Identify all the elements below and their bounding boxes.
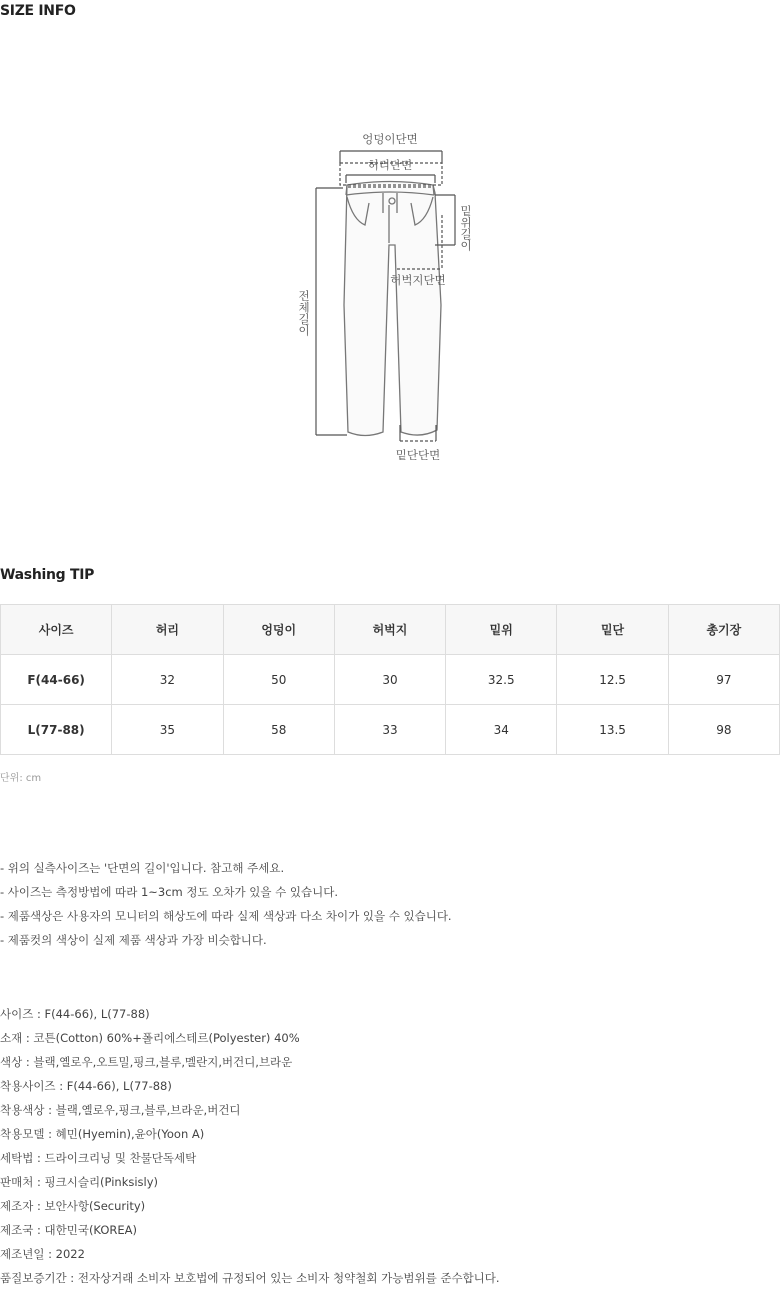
spec-line: 소재 : 코튼(Cotton) 60%+폴리에스테르(Polyester) 40%	[0, 1031, 300, 1045]
table-cell: 58	[223, 705, 334, 755]
header-cell: 총기장	[668, 605, 779, 655]
note-line: - 위의 실측사이즈는 '단면의 길이'입니다. 참고해 주세요.	[0, 861, 285, 875]
product-specs	[0, 1002, 500, 1290]
note-line: - 제품색상은 사용자의 모니터의 해상도에 따라 실제 색상과 다소 차이가 있을 수 있습니다.	[0, 909, 452, 923]
table-cell: 50	[223, 655, 334, 705]
spec-line: 착용모델 : 혜민(Hyemin),윤아(Yoon A)	[0, 1127, 205, 1141]
table-row	[1, 705, 780, 755]
waist-label: 허리단면	[367, 158, 413, 172]
spec-line: 세탁법 : 드라이크리닝 및 찬물단독세탁	[0, 1151, 197, 1165]
header-cell: 엉덩이	[223, 605, 334, 655]
table-cell: 30	[334, 655, 445, 705]
spec-line: 착용색상 : 블랙,옐로우,핑크,블루,브라운,버건디	[0, 1103, 241, 1117]
table-cell: 32	[112, 655, 223, 705]
pants-size-diagram	[285, 125, 485, 470]
size-info-title: SIZE INFO	[0, 3, 76, 19]
table-cell: 32.5	[446, 655, 557, 705]
notes-list	[0, 856, 452, 952]
note-line: - 사이즈는 측정방법에 따라 1~3cm 정도 오차가 있을 수 있습니다.	[0, 885, 339, 899]
thigh-label: 허벅지단면	[390, 273, 446, 287]
hip-label: 엉덩이단면	[362, 132, 418, 146]
hem-label: 밑단단면	[395, 448, 441, 462]
spec-line: 제조국 : 대한민국(KOREA)	[0, 1223, 138, 1237]
washing-tip-title: Washing TIP	[0, 567, 95, 583]
spec-line: 사이즈 : F(44-66), L(77-88)	[0, 1007, 150, 1021]
table-header-row	[1, 605, 780, 655]
table-cell: 33	[334, 705, 445, 755]
header-cell: 밑단	[557, 605, 668, 655]
spec-line: 제조년일 : 2022	[0, 1247, 85, 1261]
table-cell: 34	[446, 705, 557, 755]
header-cell: 허리	[112, 605, 223, 655]
table-cell: 13.5	[557, 705, 668, 755]
pants-outline	[344, 182, 441, 436]
rise-label: 밑위길이	[459, 205, 473, 251]
spec-line: 착용사이즈 : F(44-66), L(77-88)	[0, 1079, 172, 1093]
spec-line: 제조자 : 보안사항(Security)	[0, 1199, 146, 1213]
table-cell: 98	[668, 705, 779, 755]
note-line: - 제품컷의 색상이 실제 제품 색상과 가장 비슷합니다.	[0, 933, 267, 947]
table-cell: 97	[668, 655, 779, 705]
size-cell: F(44-66)	[1, 655, 112, 705]
size-table	[0, 604, 780, 755]
header-cell: 사이즈	[1, 605, 112, 655]
table-row	[1, 655, 780, 705]
spec-line: 색상 : 블랙,옐로우,오트밀,핑크,블루,멜란지,버건디,브라운	[0, 1055, 293, 1069]
header-cell: 허벅지	[334, 605, 445, 655]
size-cell: L(77-88)	[1, 705, 112, 755]
header-cell: 밑위	[446, 605, 557, 655]
table-cell: 35	[112, 705, 223, 755]
table-cell: 12.5	[557, 655, 668, 705]
spec-line: 판매처 : 핑크시슬리(Pinksisly)	[0, 1175, 159, 1189]
total-length-label: 전체길이	[297, 290, 311, 336]
spec-line: 품질보증기간 : 전자상거래 소비자 보호법에 규정되어 있는 소비자 청약철회 가능범위를 준수합니다.	[0, 1271, 500, 1285]
unit-label: 단위: cm	[0, 773, 42, 784]
